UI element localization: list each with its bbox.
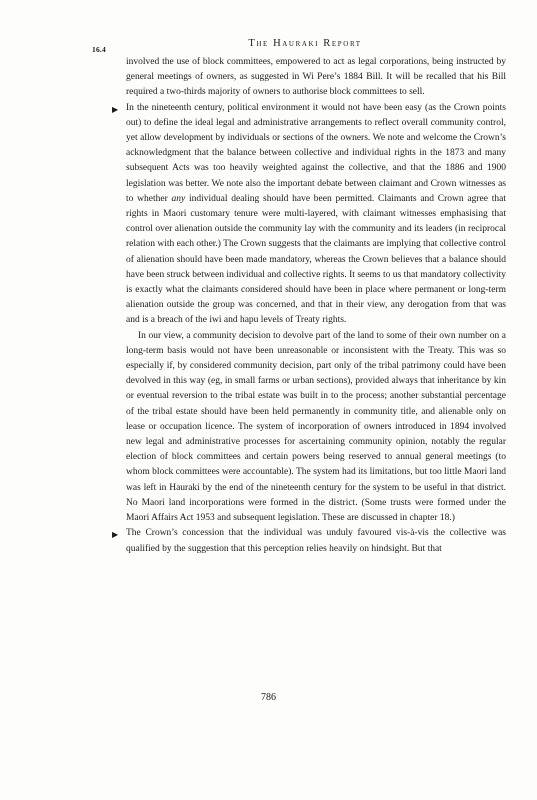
- paragraph-text: In our view, a community decision to devolve part of the land to some of their own number on a long-term basis would not have been unreasonable or inconsistent with the Treaty. This was so especially if, by considered community decision, part only of the tribal patrimony could have been devolved in this way (eg, in small farms or urban sections), provided always that inheritance by kin or eventual reversion to the tribal estate was built in to the process; another substantial percentage of the tribal estate should have been held permanently in community title, and alienable only on lease or occupation licence. The system of incorporation of owners introduced in 1894 involved new legal and administrative processes for ascertaining community opinion, notably the regular election of block committees and certain powers being reserved to annual general meetings (to whom block committees were accountable). The system had its limitations, but too little Maori land was left in Hauraki by the end of the nineteenth century for the system to be useful in that district. No Maori land incorporations were formed in the district. (Some trusts were formed under the Maori Affairs Act 1953 and subsequent legislation. These are discussed in chapter 18.): [126, 330, 506, 524]
- bullet-paragraph: [112, 101, 506, 329]
- body-text: [112, 55, 506, 557]
- bullet-arrow-icon: ▶: [112, 104, 119, 114]
- bullet-arrow-icon: ▶: [112, 530, 119, 540]
- paragraph-text: The Crown’s concession that the individual was unduly favoured vis-à-vis the collective was qualified by the suggestion that this perception relies heavily on hindsight. But that: [126, 528, 506, 554]
- paragraph-continuation: [126, 55, 506, 101]
- section-number: 16.4: [92, 45, 106, 54]
- running-head: The Hauraki Report: [248, 38, 362, 49]
- paragraph-text: In the nineteenth century, political environment it would not have been easy (as the Crown points out) to define the ideal legal and administrative arrangements to reflect overall community control, yet allow development by individuals or sections of the owners. We note and welcome the Crown’s acknowledgment that the balance between collective and individual rights in the 1873 and many subsequent Acts was too heavily weighted against the collective, and that the 1886 and 1900 legislation was better. We note also the important debate between claimant and Crown witnesses as to whether: [126, 102, 506, 204]
- page-number: 786: [261, 692, 276, 703]
- paragraph: [126, 329, 506, 527]
- paragraph-text: individual dealing should have been permitted. Claimants and Crown agree that rights in Maori customary tenure were multi-layered, with claimant witnesses emphasising that control over alienation outside the community lay with the community and its leaders (in reciprocal relation with each other.) The Crown suggests that the claimants are implying that collective control of alienation should have been made mandatory, whereas the Crown believes that a balance should have been struck between individual and collective rights. It seems to us that mandatory collectivity is exactly what the claimants considered should have been in place where permanent or long-term alienation outside the group was concerned, and that in their view, any derogation from that was and is a breach of the iwi and hapu levels of Treaty rights.: [126, 193, 506, 326]
- emphasis-text: any: [171, 193, 186, 204]
- bullet-paragraph: [112, 526, 506, 556]
- paragraph-text: involved the use of block committees, empowered to act as legal corporations, being instructed by general meetings of owners, as suggested in Wi Pere’s 1884 Bill. It will be recalled that his Bill required a two-thirds majority of owners to authorise block committees to sell.: [126, 57, 506, 98]
